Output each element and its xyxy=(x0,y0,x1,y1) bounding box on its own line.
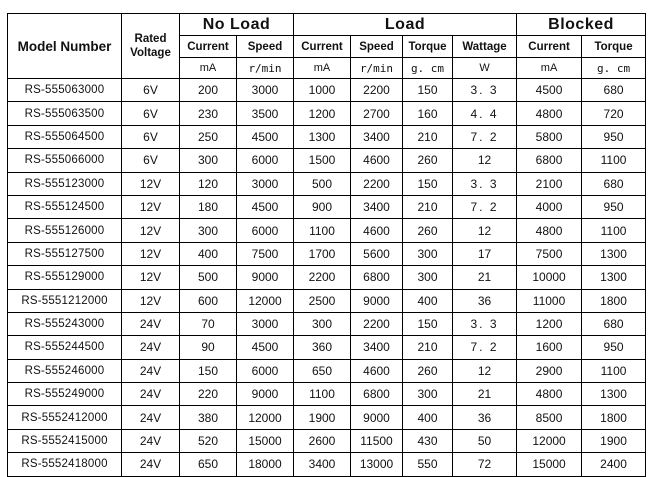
cell-load-current: 2200 xyxy=(294,266,351,289)
unit-noload-speed: r/min xyxy=(237,58,294,79)
cell-blocked-torque: 680 xyxy=(582,172,646,195)
cell-noload-speed: 9000 xyxy=(237,266,294,289)
cell-model-number: RS-5551212000 xyxy=(8,289,122,312)
cell-load-current: 500 xyxy=(294,172,351,195)
header-blocked-torque: Torque xyxy=(582,36,646,58)
table-row xyxy=(8,312,646,335)
cell-load-current: 2600 xyxy=(294,429,351,452)
cell-blocked-torque: 1100 xyxy=(582,219,646,242)
cell-load-torque: 260 xyxy=(403,219,453,242)
spec-table-body xyxy=(8,79,646,477)
cell-noload-current: 230 xyxy=(180,102,237,125)
cell-rated-voltage: 6V xyxy=(122,149,180,172)
cell-load-torque: 150 xyxy=(403,172,453,195)
cell-model-number: RS-5552412000 xyxy=(8,406,122,429)
cell-model-number: RS-555064500 xyxy=(8,125,122,148)
cell-rated-voltage: 12V xyxy=(122,289,180,312)
cell-blocked-torque: 1300 xyxy=(582,242,646,265)
cell-noload-current: 180 xyxy=(180,195,237,218)
cell-noload-current: 200 xyxy=(180,79,237,102)
cell-load-speed: 2700 xyxy=(351,102,403,125)
cell-blocked-current: 4500 xyxy=(517,79,582,102)
cell-rated-voltage: 12V xyxy=(122,195,180,218)
cell-blocked-torque: 1300 xyxy=(582,266,646,289)
cell-load-current: 360 xyxy=(294,336,351,359)
cell-load-speed: 6800 xyxy=(351,266,403,289)
cell-blocked-current: 1200 xyxy=(517,312,582,335)
cell-load-speed: 3400 xyxy=(351,195,403,218)
table-row xyxy=(8,453,646,476)
cell-blocked-current: 10000 xyxy=(517,266,582,289)
cell-model-number: RS-5552418000 xyxy=(8,453,122,476)
cell-rated-voltage: 12V xyxy=(122,172,180,195)
cell-load-wattage: 17 xyxy=(453,242,517,265)
table-row xyxy=(8,79,646,102)
cell-noload-current: 400 xyxy=(180,242,237,265)
cell-model-number: RS-555063500 xyxy=(8,102,122,125)
header-load-torque: Torque xyxy=(403,36,453,58)
table-row xyxy=(8,289,646,312)
cell-noload-speed: 18000 xyxy=(237,453,294,476)
table-row xyxy=(8,219,646,242)
cell-blocked-current: 7500 xyxy=(517,242,582,265)
cell-load-wattage: 7. 2 xyxy=(453,195,517,218)
cell-load-speed: 2200 xyxy=(351,312,403,335)
spec-table-container xyxy=(7,13,646,477)
cell-load-speed: 9000 xyxy=(351,406,403,429)
cell-blocked-current: 11000 xyxy=(517,289,582,312)
cell-model-number: RS-555127500 xyxy=(8,242,122,265)
header-load-current: Current xyxy=(294,36,351,58)
cell-load-speed: 6800 xyxy=(351,383,403,406)
cell-noload-speed: 6000 xyxy=(237,219,294,242)
cell-model-number: RS-555124500 xyxy=(8,195,122,218)
table-row xyxy=(8,242,646,265)
cell-noload-current: 90 xyxy=(180,336,237,359)
cell-load-current: 900 xyxy=(294,195,351,218)
cell-blocked-torque: 680 xyxy=(582,79,646,102)
unit-load-current: mA xyxy=(294,58,351,79)
cell-blocked-torque: 1800 xyxy=(582,406,646,429)
cell-noload-speed: 4500 xyxy=(237,195,294,218)
cell-noload-speed: 4500 xyxy=(237,125,294,148)
unit-load-torque: g. cm xyxy=(403,58,453,79)
cell-load-wattage: 12 xyxy=(453,219,517,242)
table-row xyxy=(8,195,646,218)
header-noload-speed: Speed xyxy=(237,36,294,58)
header-no-load: No Load xyxy=(180,14,294,36)
unit-blocked-current: mA xyxy=(517,58,582,79)
cell-load-torque: 400 xyxy=(403,289,453,312)
cell-blocked-current: 5800 xyxy=(517,125,582,148)
cell-load-torque: 210 xyxy=(403,336,453,359)
cell-load-current: 2500 xyxy=(294,289,351,312)
cell-blocked-torque: 2400 xyxy=(582,453,646,476)
cell-blocked-torque: 1800 xyxy=(582,289,646,312)
cell-load-wattage: 36 xyxy=(453,289,517,312)
cell-load-speed: 9000 xyxy=(351,289,403,312)
cell-noload-speed: 3000 xyxy=(237,79,294,102)
cell-noload-speed: 6000 xyxy=(237,149,294,172)
cell-model-number: RS-555126000 xyxy=(8,219,122,242)
header-group-row xyxy=(8,14,646,36)
motor-spec-table xyxy=(7,13,646,477)
cell-noload-current: 150 xyxy=(180,359,237,382)
cell-load-torque: 210 xyxy=(403,125,453,148)
cell-load-speed: 4600 xyxy=(351,219,403,242)
cell-noload-speed: 3000 xyxy=(237,172,294,195)
cell-blocked-torque: 950 xyxy=(582,195,646,218)
cell-load-speed: 11500 xyxy=(351,429,403,452)
cell-load-speed: 4600 xyxy=(351,149,403,172)
cell-noload-speed: 12000 xyxy=(237,406,294,429)
cell-noload-speed: 3000 xyxy=(237,312,294,335)
cell-load-current: 300 xyxy=(294,312,351,335)
cell-rated-voltage: 24V xyxy=(122,453,180,476)
cell-load-torque: 150 xyxy=(403,312,453,335)
cell-load-wattage: 3. 3 xyxy=(453,172,517,195)
unit-load-speed: r/min xyxy=(351,58,403,79)
cell-load-torque: 150 xyxy=(403,79,453,102)
cell-rated-voltage: 6V xyxy=(122,79,180,102)
cell-load-torque: 550 xyxy=(403,453,453,476)
cell-noload-speed: 15000 xyxy=(237,429,294,452)
cell-rated-voltage: 6V xyxy=(122,125,180,148)
cell-rated-voltage: 24V xyxy=(122,406,180,429)
cell-load-speed: 4600 xyxy=(351,359,403,382)
cell-blocked-current: 4000 xyxy=(517,195,582,218)
cell-blocked-torque: 720 xyxy=(582,102,646,125)
table-row xyxy=(8,172,646,195)
unit-load-wattage: W xyxy=(453,58,517,79)
cell-noload-speed: 6000 xyxy=(237,359,294,382)
table-row xyxy=(8,359,646,382)
header-load-wattage: Wattage xyxy=(453,36,517,58)
cell-noload-speed: 4500 xyxy=(237,336,294,359)
cell-blocked-current: 4800 xyxy=(517,102,582,125)
cell-blocked-torque: 950 xyxy=(582,125,646,148)
cell-load-current: 650 xyxy=(294,359,351,382)
header-noload-current: Current xyxy=(180,36,237,58)
cell-model-number: RS-5552415000 xyxy=(8,429,122,452)
table-row xyxy=(8,266,646,289)
cell-model-number: RS-555243000 xyxy=(8,312,122,335)
cell-noload-current: 250 xyxy=(180,125,237,148)
cell-blocked-current: 2100 xyxy=(517,172,582,195)
cell-noload-speed: 12000 xyxy=(237,289,294,312)
cell-load-torque: 260 xyxy=(403,149,453,172)
cell-blocked-current: 8500 xyxy=(517,406,582,429)
cell-noload-speed: 7500 xyxy=(237,242,294,265)
cell-noload-current: 300 xyxy=(180,149,237,172)
cell-blocked-torque: 1300 xyxy=(582,383,646,406)
cell-rated-voltage: 24V xyxy=(122,336,180,359)
cell-load-torque: 300 xyxy=(403,266,453,289)
cell-noload-speed: 3500 xyxy=(237,102,294,125)
cell-load-speed: 5600 xyxy=(351,242,403,265)
cell-load-torque: 210 xyxy=(403,195,453,218)
cell-blocked-torque: 1100 xyxy=(582,149,646,172)
cell-load-current: 1200 xyxy=(294,102,351,125)
cell-load-wattage: 36 xyxy=(453,406,517,429)
cell-load-speed: 2200 xyxy=(351,172,403,195)
cell-load-wattage: 21 xyxy=(453,266,517,289)
header-load-speed: Speed xyxy=(351,36,403,58)
cell-noload-current: 650 xyxy=(180,453,237,476)
cell-blocked-torque: 1900 xyxy=(582,429,646,452)
unit-blocked-torque: g. cm xyxy=(582,58,646,79)
cell-load-wattage: 3. 3 xyxy=(453,312,517,335)
cell-rated-voltage: 24V xyxy=(122,429,180,452)
cell-noload-current: 70 xyxy=(180,312,237,335)
table-row xyxy=(8,125,646,148)
cell-load-wattage: 12 xyxy=(453,359,517,382)
cell-load-speed: 3400 xyxy=(351,336,403,359)
cell-model-number: RS-555123000 xyxy=(8,172,122,195)
cell-load-current: 1700 xyxy=(294,242,351,265)
cell-noload-current: 300 xyxy=(180,219,237,242)
cell-noload-current: 380 xyxy=(180,406,237,429)
cell-blocked-current: 4800 xyxy=(517,383,582,406)
cell-rated-voltage: 12V xyxy=(122,266,180,289)
cell-noload-current: 120 xyxy=(180,172,237,195)
cell-rated-voltage: 6V xyxy=(122,102,180,125)
cell-load-speed: 13000 xyxy=(351,453,403,476)
cell-blocked-current: 2900 xyxy=(517,359,582,382)
cell-rated-voltage: 24V xyxy=(122,359,180,382)
cell-load-torque: 300 xyxy=(403,242,453,265)
cell-noload-speed: 9000 xyxy=(237,383,294,406)
cell-load-wattage: 7. 2 xyxy=(453,125,517,148)
unit-noload-current: mA xyxy=(180,58,237,79)
cell-load-wattage: 7. 2 xyxy=(453,336,517,359)
table-row xyxy=(8,336,646,359)
cell-noload-current: 500 xyxy=(180,266,237,289)
table-row xyxy=(8,383,646,406)
cell-model-number: RS-555249000 xyxy=(8,383,122,406)
table-row xyxy=(8,149,646,172)
cell-blocked-torque: 680 xyxy=(582,312,646,335)
cell-noload-current: 220 xyxy=(180,383,237,406)
cell-blocked-current: 12000 xyxy=(517,429,582,452)
cell-load-speed: 3400 xyxy=(351,125,403,148)
cell-model-number: RS-555066000 xyxy=(8,149,122,172)
cell-load-wattage: 12 xyxy=(453,149,517,172)
cell-load-torque: 430 xyxy=(403,429,453,452)
cell-blocked-current: 4800 xyxy=(517,219,582,242)
header-load: Load xyxy=(294,14,517,36)
cell-blocked-current: 1600 xyxy=(517,336,582,359)
cell-load-wattage: 3. 3 xyxy=(453,79,517,102)
cell-rated-voltage: 12V xyxy=(122,242,180,265)
table-row xyxy=(8,102,646,125)
cell-blocked-torque: 950 xyxy=(582,336,646,359)
cell-load-torque: 300 xyxy=(403,383,453,406)
cell-model-number: RS-555129000 xyxy=(8,266,122,289)
cell-load-wattage: 50 xyxy=(453,429,517,452)
cell-rated-voltage: 12V xyxy=(122,219,180,242)
cell-load-current: 1100 xyxy=(294,383,351,406)
cell-rated-voltage: 24V xyxy=(122,312,180,335)
cell-load-current: 3400 xyxy=(294,453,351,476)
header-model-number: Model Number xyxy=(8,14,122,79)
cell-load-current: 1300 xyxy=(294,125,351,148)
cell-rated-voltage: 24V xyxy=(122,383,180,406)
cell-noload-current: 600 xyxy=(180,289,237,312)
header-rated-line1: Rated xyxy=(134,33,167,45)
cell-model-number: RS-555063000 xyxy=(8,79,122,102)
cell-load-wattage: 21 xyxy=(453,383,517,406)
cell-noload-current: 520 xyxy=(180,429,237,452)
cell-model-number: RS-555246000 xyxy=(8,359,122,382)
header-rated-voltage xyxy=(122,14,180,79)
cell-load-torque: 260 xyxy=(403,359,453,382)
cell-blocked-torque: 1100 xyxy=(582,359,646,382)
cell-load-speed: 2200 xyxy=(351,79,403,102)
cell-blocked-current: 6800 xyxy=(517,149,582,172)
cell-load-wattage: 72 xyxy=(453,453,517,476)
cell-load-torque: 400 xyxy=(403,406,453,429)
header-blocked: Blocked xyxy=(517,14,646,36)
cell-load-wattage: 4. 4 xyxy=(453,102,517,125)
cell-model-number: RS-555244500 xyxy=(8,336,122,359)
table-row xyxy=(8,406,646,429)
cell-load-current: 1100 xyxy=(294,219,351,242)
cell-load-current: 1500 xyxy=(294,149,351,172)
cell-load-current: 1900 xyxy=(294,406,351,429)
cell-load-torque: 160 xyxy=(403,102,453,125)
cell-blocked-current: 15000 xyxy=(517,453,582,476)
header-rated-line2: Voltage xyxy=(130,47,171,59)
header-blocked-current: Current xyxy=(517,36,582,58)
table-row xyxy=(8,429,646,452)
cell-load-current: 1000 xyxy=(294,79,351,102)
